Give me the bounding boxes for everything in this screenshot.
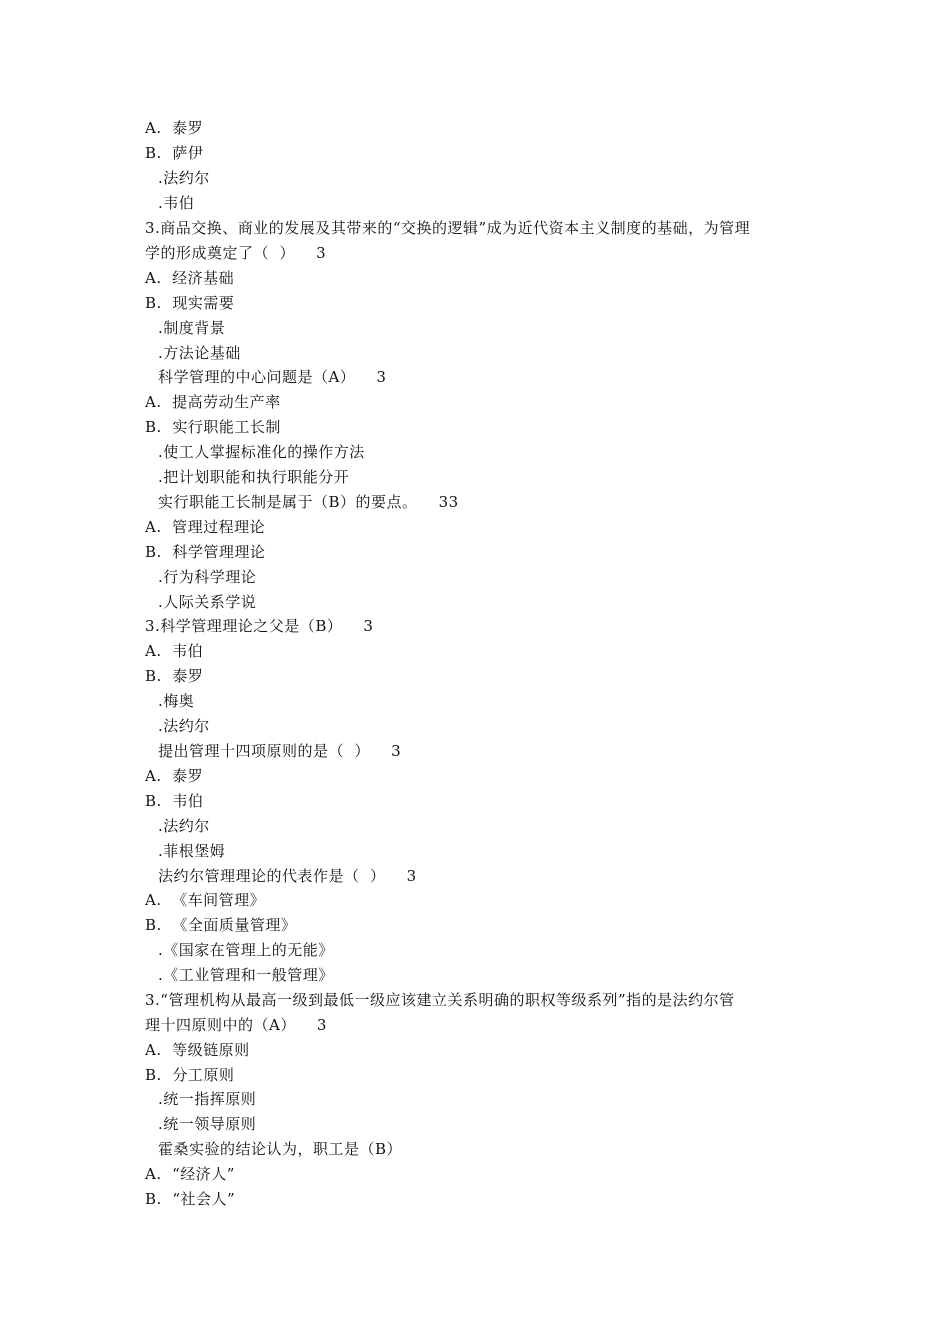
option-a: A. 泰罗	[145, 767, 204, 785]
option-d: .方法论基础	[158, 344, 241, 362]
option-d: .菲根堡姆	[158, 842, 226, 860]
question-text-cont: 理十四原则中的（A） 3	[145, 1016, 327, 1034]
option-a: A. 等级链原则	[145, 1041, 250, 1059]
option-b: B. “社会人”	[145, 1190, 236, 1208]
option-c: .统一指挥原则	[158, 1090, 257, 1108]
option-c: .法约尔	[158, 817, 210, 835]
option-b: B. 萨伊	[145, 144, 204, 162]
option-d: .把计划职能和执行职能分开	[158, 468, 350, 486]
option-a: A. “经济人”	[145, 1165, 235, 1183]
option-a: A. 《车间管理》	[145, 891, 266, 909]
question-text-cont: 学的形成奠定了（ ） 3	[145, 244, 327, 262]
question-text: 3.商品交换、商业的发展及其带来的“交换的逻辑”成为近代资本主义制度的基础，为管理	[145, 219, 751, 237]
option-a: A. 泰罗	[145, 119, 204, 137]
option-c: .《国家在管理上的无能》	[158, 941, 334, 959]
question-text: 提出管理十四项原则的是（ ） 3	[158, 742, 402, 760]
option-d: .韦伯	[158, 194, 195, 212]
question-text: 实行职能工长制是属于（B）的要点。 33	[158, 493, 459, 511]
option-a: A. 提高劳动生产率	[145, 393, 281, 411]
option-c: .法约尔	[158, 169, 210, 187]
option-b: B. 现实需要	[145, 294, 235, 312]
option-d: .统一领导原则	[158, 1115, 257, 1133]
option-b: B. 泰罗	[145, 667, 204, 685]
option-c: .行为科学理论	[158, 568, 257, 586]
option-d: .人际关系学说	[158, 593, 257, 611]
option-c: .制度背景	[158, 319, 226, 337]
option-b: B. 韦伯	[145, 792, 204, 810]
option-c: .使工人掌握标准化的操作方法	[158, 443, 365, 461]
question-text: 3.科学管理理论之父是（B） 3	[145, 617, 374, 635]
option-b: B. 科学管理理论	[145, 543, 266, 561]
option-c: .梅奥	[158, 692, 195, 710]
option-d: .《工业管理和一般管理》	[158, 966, 334, 984]
question-text: 法约尔管理理论的代表作是（ ） 3	[158, 867, 417, 885]
option-a: A. 经济基础	[145, 269, 235, 287]
option-a: A. 管理过程理论	[145, 518, 266, 536]
question-text: 科学管理的中心问题是（A） 3	[158, 368, 387, 386]
option-b: B. 《全面质量管理》	[145, 916, 297, 934]
option-a: A. 韦伯	[145, 642, 204, 660]
option-b: B. 分工原则	[145, 1066, 235, 1084]
question-text: 霍桑实验的结论认为，职工是（B）	[158, 1140, 403, 1158]
question-text: 3.“管理机构从最高一级到最低一级应该建立关系明确的职权等级系列”指的是法约尔管	[145, 991, 735, 1009]
option-b: B. 实行职能工长制	[145, 418, 281, 436]
option-d: .法约尔	[158, 717, 210, 735]
